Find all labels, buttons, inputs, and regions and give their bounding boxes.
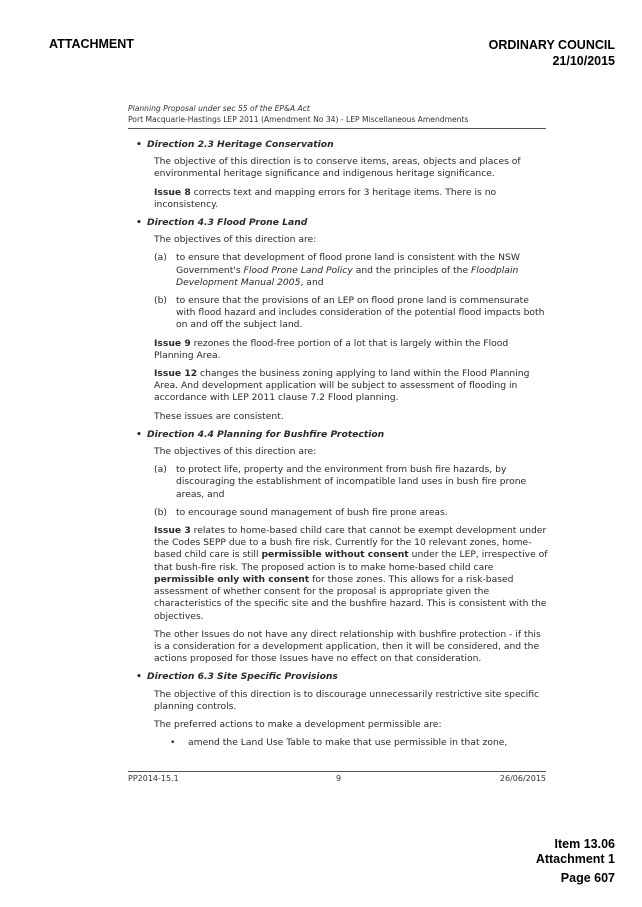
paragraph: Issue 3 relates to home-based child care that cannot be exempt development under the Codes SEPP due to a bush fire risk. Currently for the 10 relevant zones, home-based child care is still permissible without consent under the LEP, irrespective of that bush-fire risk. The proposed action is to make home-based child care permissible only with consent for those zones. This allows for a risk-based assessment of whether consent for the proposal is appropriate given the characteristics of the specific site and the bushfire hazard. This is consistent with the objectives. [154,525,548,622]
list-item: (b) to ensure that the provisions of an LEP on flood prone land is commensurate with flood hazard and includes consideration of the potential flood impacts both on and off the subject land. [154,295,545,331]
doc-ref: PP2014-15.1 [128,774,179,783]
paragraph: The objective of this direction is to conserve items, areas, objects and places of environmental heritage significance and indigenous heritage significance. [154,156,521,180]
bullet-icon: • [136,428,142,440]
header-divider [128,128,546,129]
attachment-label: ATTACHMENT [49,37,134,51]
list-item: (a) to ensure that development of flood prone land is consistent with the NSW Government's Flood Prone Land Policy and the principles of the Floodplain Development Manual 2005, and [154,252,520,288]
attachment-number: Attachment 1 [535,852,615,866]
doc-header-line1: Planning Proposal under sec 55 of the EP&A Act [128,104,310,113]
bullet-icon: • [136,671,142,683]
bullet-icon: • [136,217,142,229]
paragraph: Issue 8 corrects text and mapping errors for 3 heritage items. There is no inconsistency. [154,186,497,210]
doc-page-number: 9 [336,774,342,783]
council-header [489,37,615,69]
section-heading: • Direction 4.4 Planning for Bushfire Protection [136,428,385,440]
paragraph: The objective of this direction is to discourage unnecessarily restrictive site specific planning controls. [154,688,540,712]
doc-date: 26/06/2015 [499,774,546,783]
list-item: • amend the Land Use Table to make that use permissible in that zone, [170,737,508,749]
paragraph: The objectives of this direction are: [154,234,317,246]
item-reference [536,837,615,867]
doc-header-line2: Port Macquarie-Hastings LEP 2011 (Amendment No 34) - LEP Miscellaneous Amendments [128,114,469,124]
paragraph: The objectives of this direction are: [154,446,317,458]
footer-divider [128,771,546,772]
bullet-icon: • [170,737,176,749]
meeting-date: 21/10/2015 [552,54,615,68]
item-number: Item 13.06 [554,837,615,851]
paragraph: Issue 9 rezones the flood-free portion of a lot that is largely within the Flood Planning Area. [154,337,509,361]
page-number: Page 607 [560,871,615,885]
list-item: (b) to encourage sound management of bush fire prone areas. [154,506,448,518]
section-heading: • Direction 4.3 Flood Prone Land [136,217,308,229]
bullet-icon: • [136,139,142,150]
paragraph: The preferred actions to make a development permissible are: [154,718,442,730]
section-heading: • Direction 6.3 Site Specific Provisions [136,671,338,683]
paragraph: The other Issues do not have any direct relationship with bushfire protection - if this is a consideration for a development application, then it will be considered, and the actions proposed for those Issues have no effect on that consideration. [154,628,541,665]
list-item: (a) to protect life, property and the environment from bush fire hazards, by discouraging the establishment of incompatible land uses in bush fire prone areas, and [154,464,527,500]
council-name: ORDINARY COUNCIL [488,38,615,52]
paragraph: Issue 12 changes the business zoning applying to land within the Flood Planning Area. And development application will be subject to assessment of flooding in accordance with LEP 2011 clause 7.2 Flood planning. [154,368,530,404]
paragraph: These issues are consistent. [154,410,284,422]
document-header [128,104,546,125]
document-body [128,134,548,753]
document-footer [128,774,546,783]
section-heading: • Direction 2.3 Heritage Conservation [136,139,334,150]
